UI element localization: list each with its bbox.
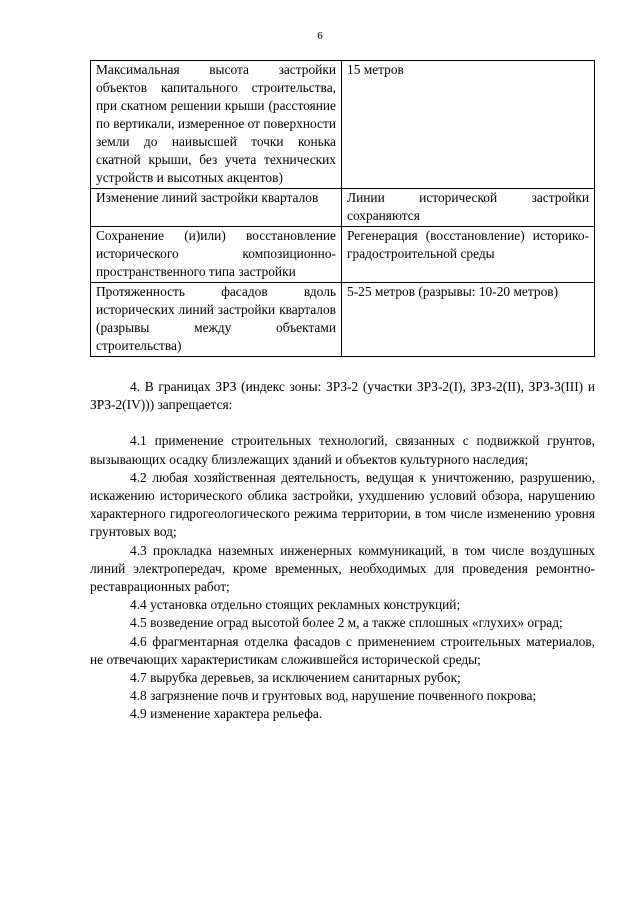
list-item: 4.7 вырубка деревьев, за исключением санитарных рубок; [130, 670, 461, 686]
list-item: 4.5 возведение оград высотой более 2 м, а также сплошных «глухих» оград; [130, 615, 563, 631]
list-item: 4.3 прокладка наземных инженерных коммуникаций, в том числе воздушных линий электропередач, кроме временных, необходимых для проведения ремонтно-реставрационных работ; [90, 542, 595, 595]
table-cell-value: Регенерация (восстановление) историко- градостроительной среды [342, 227, 595, 283]
regulations-table [90, 60, 595, 357]
table-cell-value: 5-25 метров (разрывы: 10-20 метров) [342, 283, 595, 357]
table-cell-parameter: Протяженность фасадов вдоль исторических линий застройки кварталов (разрывы между объектами строительства) [91, 283, 342, 357]
list-item: 4.1 применение строительных технологий, связанных с подвижкой грунтов, вызывающих осадку близлежащих зданий и объектов культурного наследия; [90, 433, 595, 467]
body-text [90, 378, 595, 724]
list-item: 4.8 загрязнение почв и грунтовых вод, нарушение почвенного покрова; [130, 688, 537, 704]
list-item: 4.9 изменение характера рельефа. [130, 706, 323, 722]
table-row [91, 189, 595, 227]
table-row [91, 283, 595, 357]
list-item: 4.6 фрагментарная отделка фасадов с применением строительных материалов, не отвечающих характеристикам сложившейся исторической среды; [90, 633, 595, 667]
table-cell-parameter: Максимальная высота застройки объектов капитального строительства, при скатном решении крыши (расстояние по вертикали, измеренное от поверхности земли до наивысшей точки конька скатной крыши, без учета технических устройств и высотных акцентов) [91, 61, 342, 189]
table-cell-parameter: Сохранение (и)или) восстановление исторического композиционно-пространственного типа застройки [91, 227, 342, 283]
table-cell-value: 15 метров [342, 61, 595, 189]
table-row [91, 227, 595, 283]
table-cell-value: Линии исторической застройки сохраняются [342, 189, 595, 227]
section-intro: 4. В границах ЗРЗ (индекс зоны: ЗРЗ-2 (участки ЗРЗ-2(I), ЗРЗ-2(II), ЗРЗ-3(III) и ЗРЗ-2(IV))) запрещается: [90, 379, 595, 413]
page-number: 6 [317, 30, 323, 42]
list-item: 4.4 установка отдельно стоящих рекламных конструкций; [130, 597, 461, 613]
table-row [91, 61, 595, 189]
table-cell-parameter: Изменение линий застройки кварталов [91, 189, 342, 227]
list-item: 4.2 любая хозяйственная деятельность, ведущая к уничтожению, разрушению, искажению исторического облика застройки, ухудшению условий обзора, нарушению характерного гидрогеологического режима территории, в том числе изменению уровня грунтовых вод; [90, 469, 595, 540]
